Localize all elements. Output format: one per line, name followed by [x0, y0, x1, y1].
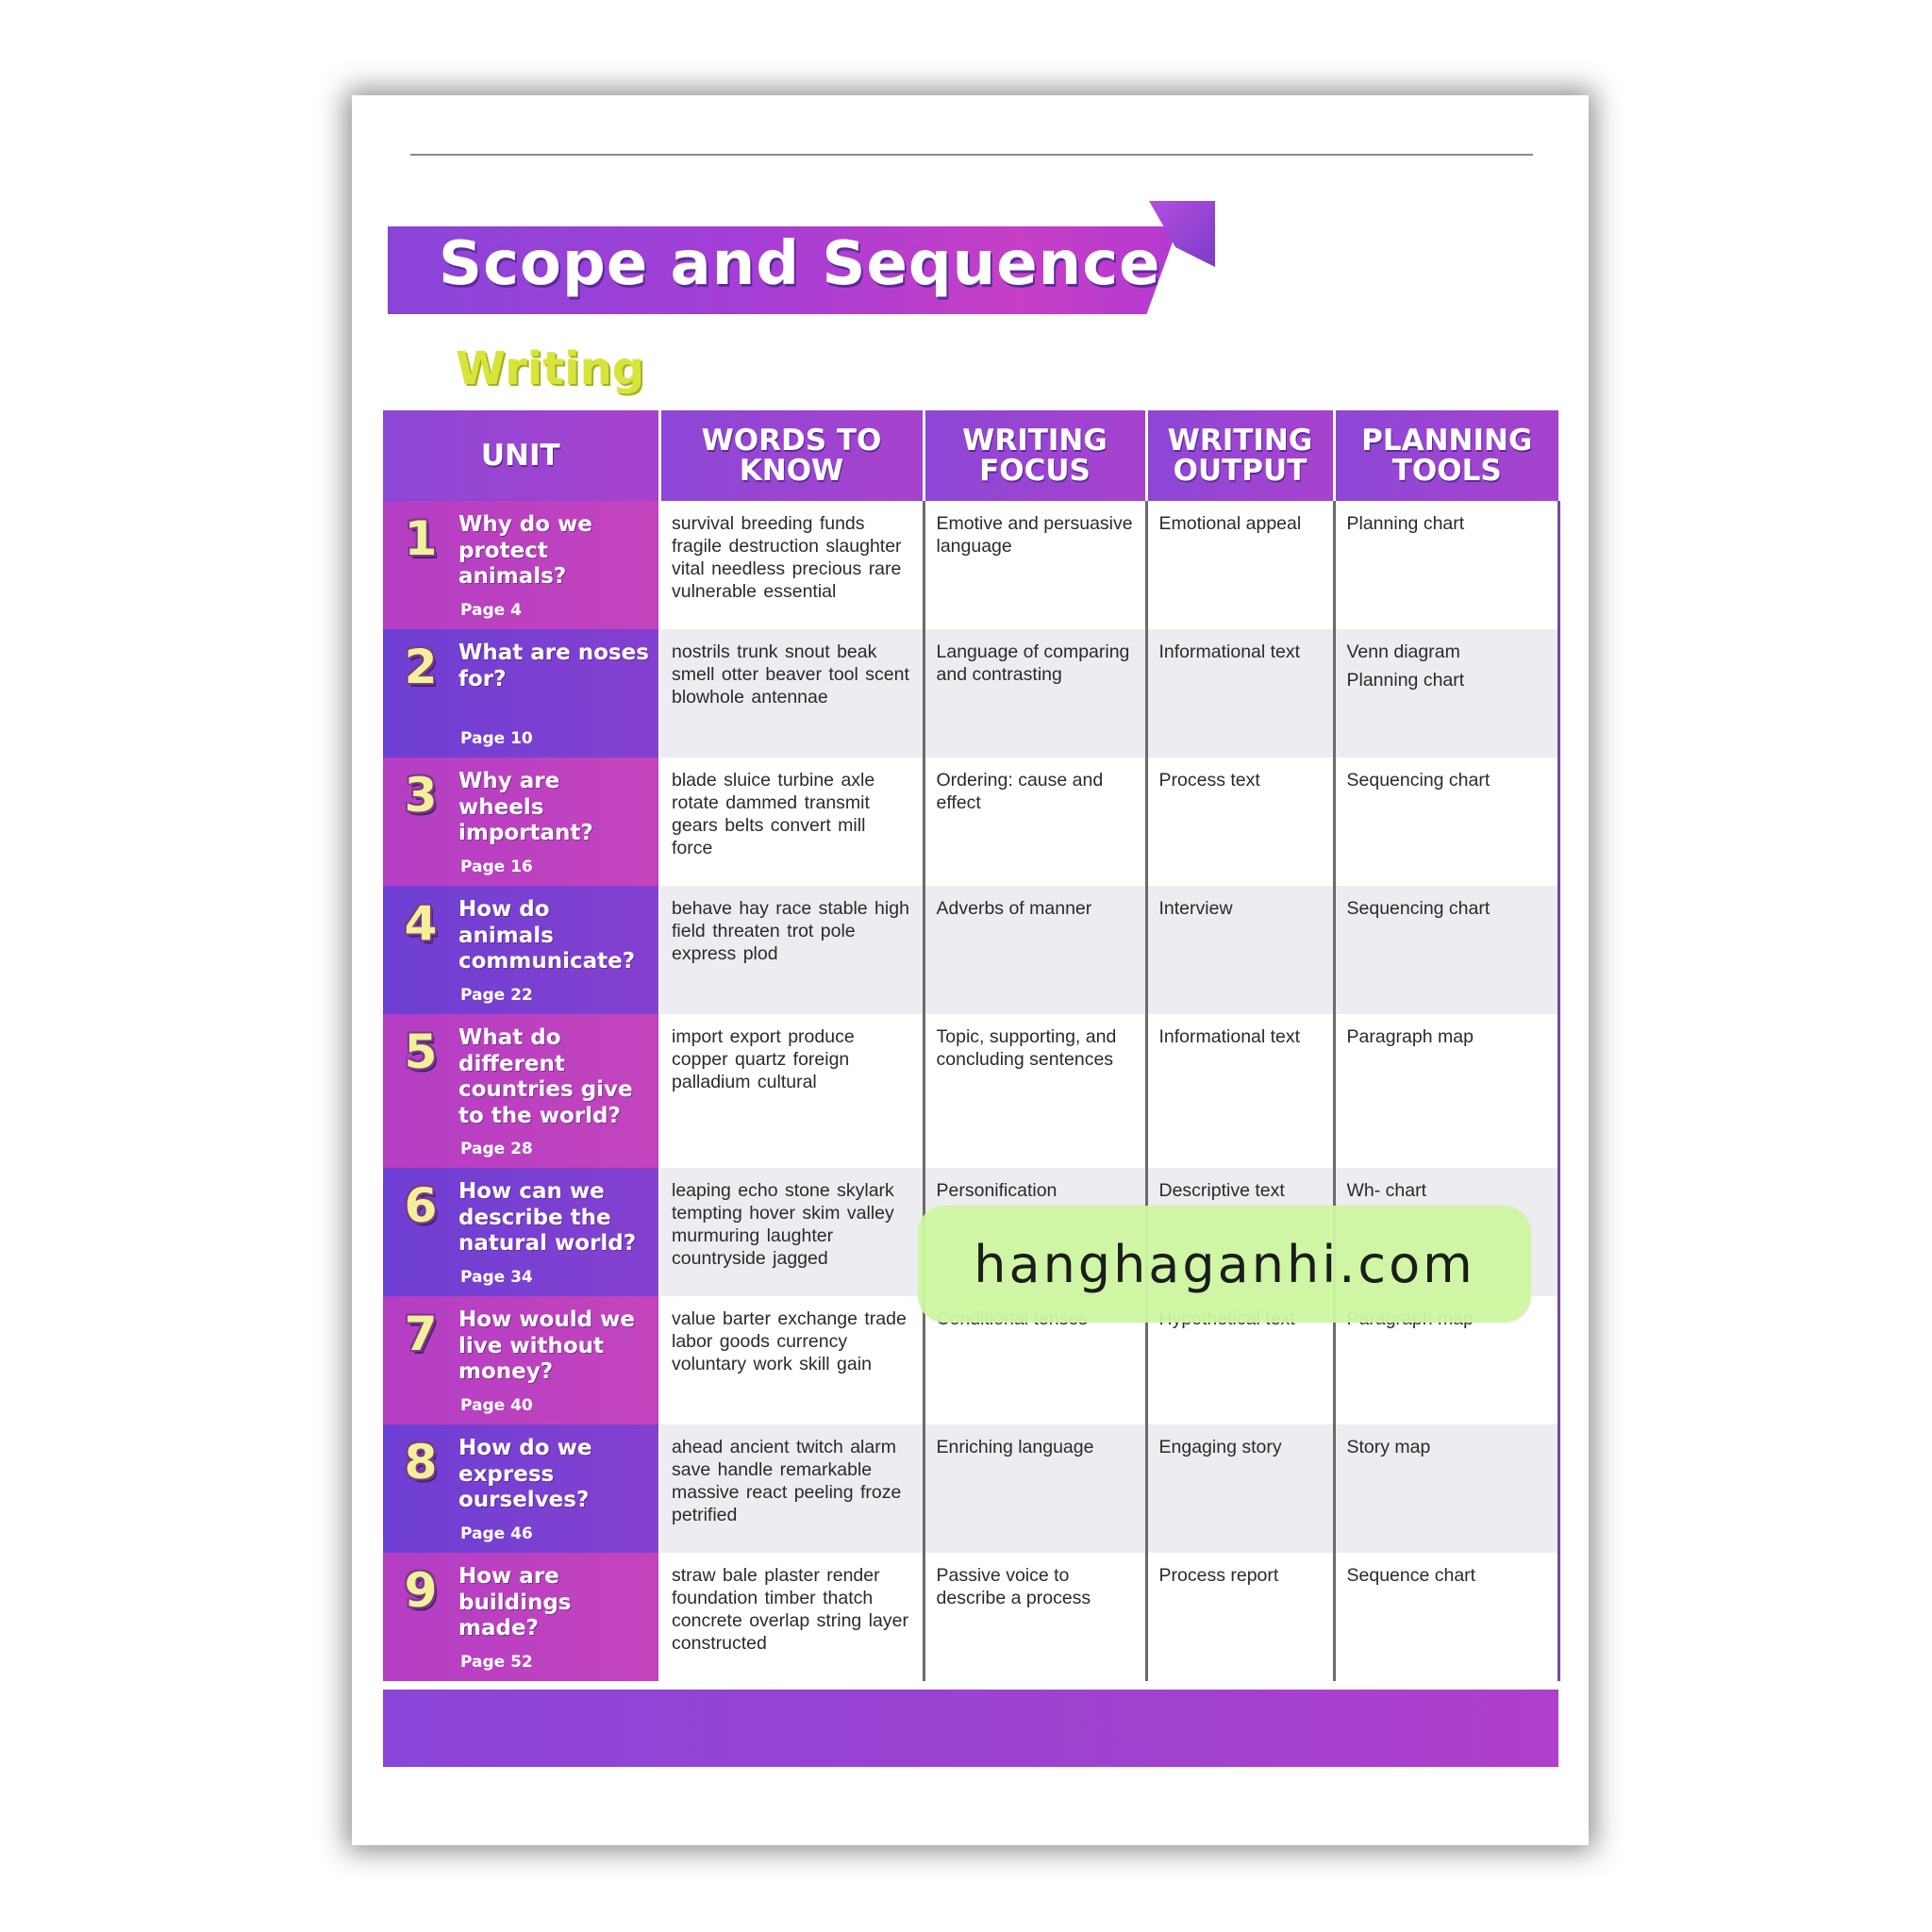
- tool-item: Story map: [1346, 1437, 1431, 1457]
- unit-page: Page 22: [460, 986, 533, 1005]
- tools-cell: [1334, 629, 1558, 758]
- document-page: [352, 95, 1589, 1845]
- tool-item: Wh- chart: [1346, 1180, 1427, 1201]
- unit-number: 5: [404, 1024, 438, 1079]
- words-cell: nostrils trunk snout beak smell otter beaver tool scent blowhole antennae: [659, 629, 924, 758]
- unit-cell: [383, 629, 659, 758]
- column-header-output: WRITING OUTPUT: [1146, 410, 1334, 501]
- watermark-text: hanghaganhi.com: [974, 1234, 1475, 1294]
- words-cell: import export produce copper quartz foreign palladium cultural: [659, 1014, 924, 1168]
- focus-cell: Emotive and persuasive language: [924, 501, 1146, 629]
- focus-cell: Adverbs of manner: [924, 886, 1146, 1014]
- tool-item: Sequence chart: [1346, 1565, 1476, 1586]
- unit-page: Page 46: [460, 1524, 533, 1543]
- tools-cell: [1334, 886, 1558, 1014]
- page-title: Scope and Sequence: [439, 229, 1161, 299]
- unit-page: Page 34: [460, 1268, 533, 1287]
- table-row: [383, 1553, 1558, 1681]
- unit-question: How do we express ourselves?: [458, 1436, 592, 1512]
- table-row: [383, 886, 1558, 1014]
- words-cell: survival breeding funds fragile destruction slaughter vital needless precious rare vulnerable essential: [659, 501, 924, 629]
- output-cell: Interview: [1146, 886, 1334, 1014]
- focus-cell: Passive voice to describe a process: [924, 1553, 1146, 1681]
- words-cell: behave hay race stable high field threaten trot pole express plod: [659, 886, 924, 1014]
- tools-cell: [1334, 1553, 1558, 1681]
- table-header-row: [383, 410, 1558, 501]
- unit-page: Page 16: [460, 858, 533, 876]
- focus-cell: Ordering: cause and effect: [924, 758, 1146, 886]
- unit-cell: [383, 1296, 659, 1424]
- unit-cell: [383, 1014, 659, 1168]
- unit-page: Page 10: [460, 729, 533, 748]
- tool-item: Planning chart: [1346, 513, 1465, 534]
- focus-cell: Enriching language: [924, 1424, 1146, 1553]
- unit-question: How would we live without money?: [458, 1307, 635, 1384]
- unit-page: Page 40: [460, 1396, 533, 1415]
- section-title: Writing: [456, 342, 645, 395]
- column-header-tools: PLANNING TOOLS: [1334, 410, 1558, 501]
- words-cell: blade sluice turbine axle rotate dammed transmit gears belts convert mill force: [659, 758, 924, 886]
- unit-number: 8: [404, 1435, 438, 1490]
- unit-number: 3: [404, 768, 438, 823]
- unit-page: Page 28: [460, 1140, 533, 1158]
- focus-cell: Language of comparing and contrasting: [924, 629, 1146, 758]
- words-cell: leaping echo stone skylark tempting hover skim valley murmuring laughter countryside jagged: [659, 1168, 924, 1296]
- footer-bar: [383, 1690, 1558, 1767]
- tool-item: Planning chart: [1346, 670, 1465, 691]
- focus-cell: Topic, supporting, and concluding sentences: [924, 1014, 1146, 1168]
- tool-item: Venn diagram: [1346, 641, 1460, 662]
- output-cell: Descriptive text: [1146, 1168, 1334, 1296]
- unit-cell: [383, 501, 659, 629]
- unit-question: What are noses for?: [458, 641, 649, 691]
- output-cell: Emotional appeal: [1146, 501, 1334, 629]
- table-row: [383, 1424, 1558, 1553]
- unit-number: 1: [404, 511, 438, 566]
- tool-item: Paragraph map: [1346, 1026, 1474, 1047]
- unit-cell: [383, 758, 659, 886]
- watermark-badge: [918, 1206, 1531, 1323]
- tool-item: Sequencing chart: [1346, 898, 1491, 919]
- column-header-unit: UNIT: [383, 410, 659, 501]
- unit-number: 9: [404, 1563, 438, 1618]
- output-cell: Engaging story: [1146, 1424, 1334, 1553]
- unit-question: Why do we protect animals?: [458, 512, 592, 589]
- unit-cell: [383, 1424, 659, 1553]
- tool-item: Sequencing chart: [1346, 770, 1491, 791]
- focus-cell: Personification: [924, 1168, 1146, 1296]
- tools-cell: [1334, 1424, 1558, 1553]
- table-row: [383, 1014, 1558, 1168]
- unit-page: Page 52: [460, 1653, 533, 1672]
- column-header-words: WORDS TO KNOW: [659, 410, 924, 501]
- output-cell: Process report: [1146, 1553, 1334, 1681]
- table-row: [383, 758, 1558, 886]
- unit-number: 7: [404, 1307, 438, 1361]
- unit-question: How can we describe the natural world?: [458, 1179, 637, 1256]
- unit-page: Page 4: [460, 601, 522, 620]
- unit-question: Why are wheels important?: [458, 769, 593, 845]
- output-cell: Process text: [1146, 758, 1334, 886]
- unit-number: 4: [404, 896, 438, 951]
- top-rule: [410, 154, 1533, 156]
- words-cell: ahead ancient twitch alarm save handle remarkable massive react peeling froze petrified: [659, 1424, 924, 1553]
- unit-number: 6: [404, 1178, 438, 1233]
- tools-cell: [1334, 1014, 1558, 1168]
- unit-cell: [383, 1553, 659, 1681]
- unit-question: What do different countries give to the world?: [458, 1025, 633, 1128]
- scope-table: [383, 410, 1560, 1681]
- unit-question: How do animals communicate?: [458, 897, 636, 974]
- unit-cell: [383, 1168, 659, 1296]
- unit-question: How are buildings made?: [458, 1564, 572, 1641]
- output-cell: Informational text: [1146, 1014, 1334, 1168]
- unit-number: 2: [404, 640, 438, 694]
- output-cell: Informational text: [1146, 629, 1334, 758]
- column-header-focus: WRITING FOCUS: [924, 410, 1146, 501]
- unit-cell: [383, 886, 659, 1014]
- words-cell: straw bale plaster render foundation timber thatch concrete overlap string layer constructed: [659, 1553, 924, 1681]
- tools-cell: [1334, 501, 1558, 629]
- tools-cell: [1334, 758, 1558, 886]
- table-row: [383, 501, 1558, 629]
- table-row: [383, 629, 1558, 758]
- words-cell: value barter exchange trade labor goods currency voluntary work skill gain: [659, 1296, 924, 1424]
